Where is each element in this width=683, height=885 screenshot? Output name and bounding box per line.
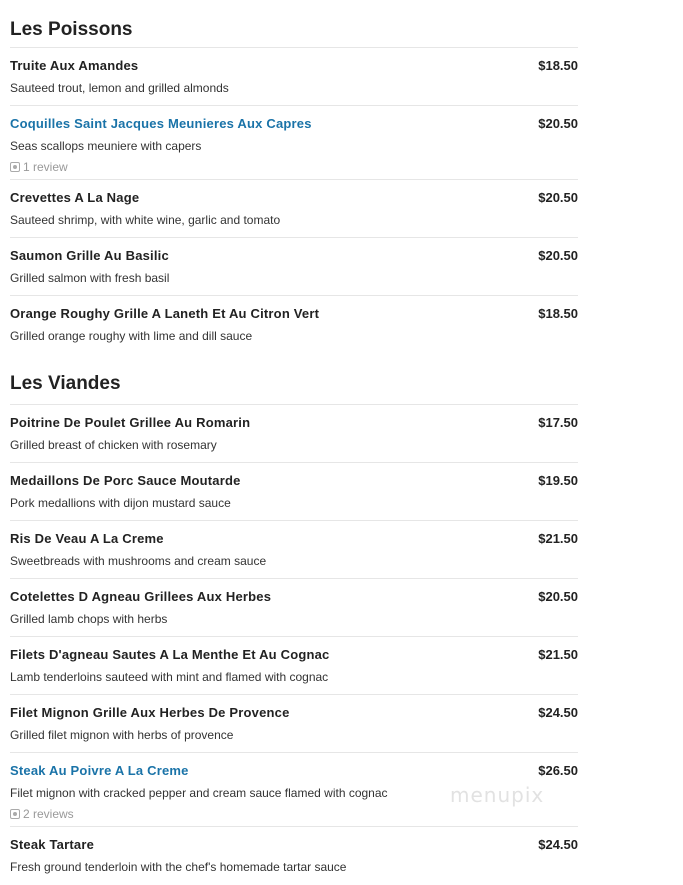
item-name: Filets D'agneau Sautes A La Menthe Et Au Cognac bbox=[10, 647, 330, 662]
menu-item bbox=[10, 405, 578, 463]
menu-list bbox=[10, 0, 578, 885]
item-price: $20.50 bbox=[538, 589, 578, 604]
item-price: $20.50 bbox=[538, 116, 578, 131]
menu-item bbox=[10, 521, 578, 579]
item-description: Fresh ground tenderloin with the chef's homemade tartar sauce bbox=[10, 860, 347, 874]
item-description: Pork medallions with dijon mustard sauce bbox=[10, 496, 231, 510]
item-name: Medaillons De Porc Sauce Moutarde bbox=[10, 473, 241, 488]
review-icon bbox=[10, 162, 20, 172]
item-description: Sauteed shrimp, with white wine, garlic and tomato bbox=[10, 213, 281, 227]
item-description: Grilled salmon with fresh basil bbox=[10, 271, 170, 285]
review-count[interactable] bbox=[10, 807, 578, 821]
item-name-link[interactable]: Coquilles Saint Jacques Meunieres Aux Capres bbox=[10, 116, 312, 131]
item-price: $18.50 bbox=[538, 306, 578, 321]
item-name: Filet Mignon Grille Aux Herbes De Provence bbox=[10, 705, 290, 720]
menu-item bbox=[10, 827, 578, 885]
menu-item bbox=[10, 637, 578, 695]
item-price: $24.50 bbox=[538, 837, 578, 852]
item-description: Grilled breast of chicken with rosemary bbox=[10, 438, 217, 452]
review-count[interactable] bbox=[10, 160, 578, 174]
menu-item bbox=[10, 106, 578, 180]
item-name: Crevettes A La Nage bbox=[10, 190, 140, 205]
item-name: Orange Roughy Grille A Laneth Et Au Citron Vert bbox=[10, 306, 320, 321]
item-description: Sauteed trout, lemon and grilled almonds bbox=[10, 81, 229, 95]
menu-item bbox=[10, 463, 578, 521]
menu-item bbox=[10, 180, 578, 238]
item-price: $17.50 bbox=[538, 415, 578, 430]
item-description: Grilled lamb chops with herbs bbox=[10, 612, 168, 626]
item-price: $21.50 bbox=[538, 647, 578, 662]
item-description: Seas scallops meuniere with capers bbox=[10, 139, 202, 153]
section-title-poissons: Les Poissons bbox=[10, 0, 578, 48]
item-name: Saumon Grille Au Basilic bbox=[10, 248, 169, 263]
item-price: $18.50 bbox=[538, 58, 578, 73]
menu-item bbox=[10, 48, 578, 106]
item-description: Lamb tenderloins sauteed with mint and flamed with cognac bbox=[10, 670, 329, 684]
review-label: 2 reviews bbox=[23, 807, 74, 821]
item-name: Cotelettes D Agneau Grillees Aux Herbes bbox=[10, 589, 272, 604]
menu-item bbox=[10, 695, 578, 753]
section-title-viandes: Les Viandes bbox=[10, 354, 578, 405]
item-price: $21.50 bbox=[538, 531, 578, 546]
item-price: $26.50 bbox=[538, 763, 578, 778]
menu-item bbox=[10, 296, 578, 354]
item-name: Poitrine De Poulet Grillee Au Romarin bbox=[10, 415, 251, 430]
item-description: Grilled orange roughy with lime and dill sauce bbox=[10, 329, 253, 343]
menu-item bbox=[10, 238, 578, 296]
item-description: Filet mignon with cracked pepper and cream sauce flamed with cognac bbox=[10, 786, 388, 800]
review-label: 1 review bbox=[23, 160, 68, 174]
item-name: Truite Aux Amandes bbox=[10, 58, 139, 73]
item-description: Grilled filet mignon with herbs of provence bbox=[10, 728, 234, 742]
item-name-link[interactable]: Steak Au Poivre A La Creme bbox=[10, 763, 189, 778]
item-description: Sweetbreads with mushrooms and cream sauce bbox=[10, 554, 267, 568]
item-price: $20.50 bbox=[538, 190, 578, 205]
menu-item bbox=[10, 579, 578, 637]
item-name: Steak Tartare bbox=[10, 837, 95, 852]
item-name: Ris De Veau A La Creme bbox=[10, 531, 164, 546]
item-price: $24.50 bbox=[538, 705, 578, 720]
review-icon bbox=[10, 809, 20, 819]
item-price: $19.50 bbox=[538, 473, 578, 488]
item-price: $20.50 bbox=[538, 248, 578, 263]
watermark-logo: menupix bbox=[450, 783, 545, 807]
